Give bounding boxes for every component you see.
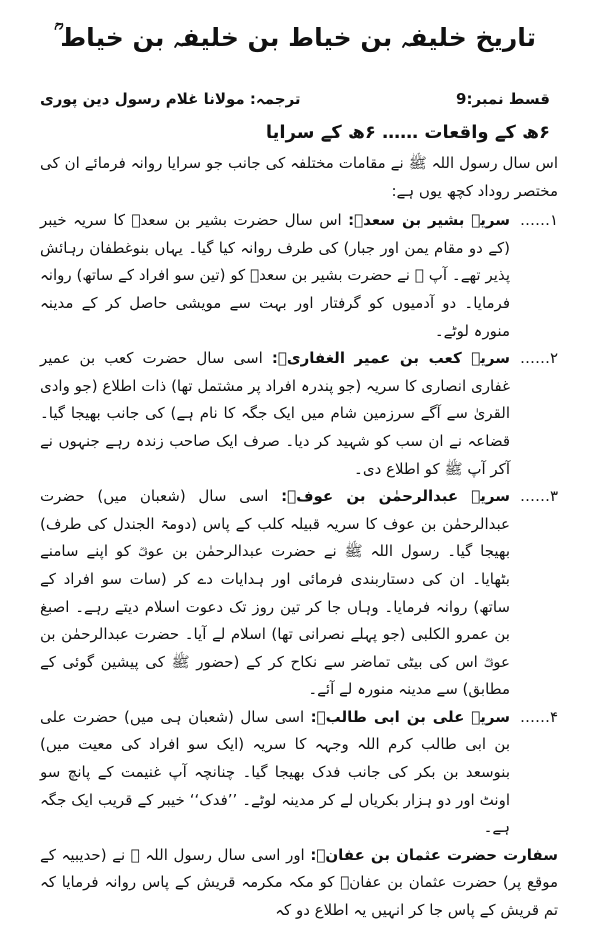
item-heading: سریہ کعب بن عمیر الغفاریؓ: [271,349,510,368]
item-text [40,704,510,842]
item-number: ۱…… [519,211,558,230]
item-number: ۳…… [519,487,558,506]
item-heading: سریہ علی بن ابی طالبؓ: [310,707,510,726]
item-text [40,207,510,345]
part-number: قسط نمبر:9 [456,90,550,108]
page-title: تاریخ خلیفہ بن خیاط بن خلیفہ بن خیاط ؒ [53,23,537,52]
intro-paragraph: اس سال رسول اللہ ﷺ نے مقامات مختلفہ کی جانب جو سرایا روانہ فرمائے ان کی مختصر روداد کچھ یوں ہے: [40,154,558,200]
embassy-paragraph [40,842,558,925]
list-item [40,345,558,483]
list-item [40,704,558,842]
embassy-body: اور اسی سال رسول اللہ ﷺ نے (حدیبیہ کے موقع پر) حضرت عثمان بن عفانؓ کو مکہ مکرمہ قریش کے پاس روانہ فرمایا کہ تم قریش کے پاس جا کر انہیں یہ اطلاع دو کہ [40,845,558,920]
item-heading: سریہ عبدالرحمٰن بن عوفؓ: [281,487,510,506]
item-number: ۴…… [519,707,558,726]
item-body: اسی سال حضرت کعب بن عمیر غفاری انصاری کا سریہ (جو پندرہ افراد پر مشتمل تھا) ذات اطلاع (جو وادی القریٰ سے آگے سرزمین شام میں ایک جگہ کا نام ہے) کی جانب بھیجا گیا۔ قضاعہ نے ان سب کو شہید کر دیا۔ صرف ایک صاحب زندہ رہے جنہوں نے آکر آپ ﷺ کو اطلاع دی۔ [40,349,510,478]
item-body: اس سال حضرت بشیر بن سعدؓ کا سریہ خیبر (کے دو مقام یمن اور جبار) کی طرف روانہ کیا گیا۔ یہاں بنوغطفان رہائش پذیر تھے۔ آپ ﷺ نے حضرت بشیر بن سعدؓ کو (تین سو افراد کے ساتھ) روانہ فرمایا۔ دو آدمیوں کو گرفتار اور بہت سے مویشی حاصل کر کے مدینہ منورہ لوٹے۔ [40,211,510,340]
item-body: اسی سال (شعبان ہی میں) حضرت علی بن ابی طالب کرم اللہ وجہہ کا سریہ (ایک سو افراد کی معیت میں) بنوسعد بن بکر کی جانب فدک بھیجا گیا۔ چنانچہ آپ غنیمت کے پانچ سو اونٹ اور دو ہزار بکریاں لے کر مدینہ لوٹے۔ ’’فدک‘‘ خیبر کے قریب ایک جگہ ہے۔ [40,707,510,837]
item-number: ۲…… [519,349,558,368]
translator-credit: ترجمہ: مولانا غلام رسول دین پوری [40,90,301,108]
item-body: اسی سال (شعبان میں) حضرت عبدالرحمٰن بن عوف کا سریہ قبیلہ کلب کے پاس (دومۃ الجندل کی طرف) بھیجا گیا۔ رسول اللہ ﷺ نے حضرت عبدالرحمٰن بن عوفؓ کو اپنے سامنے بٹھایا۔ ان کی دستاربندی فرمائی اور ہدایات دے کر (سات سو افراد کے ساتھ) روانہ فرمایا۔ وہاں جا کر تین روز تک دعوت اسلام دیتے رہے۔ اصبغ بن عمرو الکلبی (جو پہلے نصرانی تھا) اسلام لے آیا۔ حضرت عبدالرحمٰن بن عوفؓ اس کی بیٹی تماضر سے نکاح کر کے (حضور ﷺ کی پیشین گوئی کے مطابق) سے مدینہ منورہ لے آئے۔ [40,487,510,699]
embassy-heading: سفارت حضرت عثمان بن عفانؓ: [310,845,558,864]
item-text [40,483,510,704]
article-body [40,150,558,925]
item-heading: سریہ بشیر بن سعدؓ: [348,211,510,230]
item-text [40,345,510,483]
article-meta [40,90,550,114]
list-item [40,483,558,704]
list-item [40,207,558,345]
section-heading: ۶ھ کے واقعات …… ۶ھ کے سرایا [265,122,550,143]
